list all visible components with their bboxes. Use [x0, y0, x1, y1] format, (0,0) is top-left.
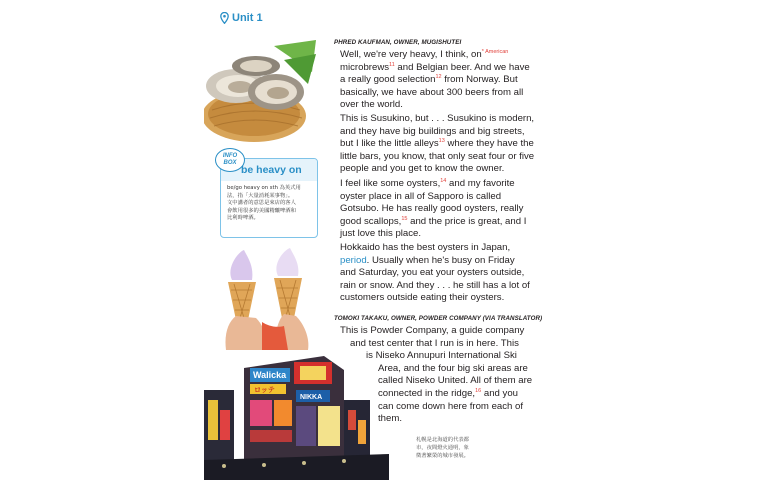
unit-title: Unit 1 [232, 12, 263, 24]
info-body-line: 法，指「大量消耗某事物」。 [227, 192, 294, 199]
neon-sign-text: ロッテ [254, 386, 275, 394]
caption-line: 市，夜間燈火通明，象 [416, 445, 469, 451]
speaker-name: TOMOKI TAKAKU, OWNER, POWDER COMPANY (VIA TRANSLATOR) [334, 315, 543, 322]
vocab-highlight: period [340, 254, 367, 266]
photo-caption [416, 436, 492, 460]
speaker-name: PHRED KAUFMAN, OWNER, MUGISHUTEI [334, 39, 462, 46]
info-body-line: 文中講者的意思是來店的客人 [227, 200, 296, 207]
neon-sign-text: Walicka [253, 370, 287, 380]
info-body-line: 會飲用很多的美國精釀啤酒和 [227, 207, 296, 214]
transcript-paragraph: Hokkaido has the best oysters in Japan, period. Usually when he's busy on Friday and Saturday, you eat your oysters outside, rain or snow. And they . . . he still has a lot of customers outside eating their oysters. [340, 242, 530, 304]
info-badge-line: BOX [223, 159, 237, 166]
ice-cream-photo [204, 248, 316, 350]
unit-label [220, 12, 263, 24]
info-body-line: 比利時啤酒。 [227, 215, 259, 222]
transcript-paragraph: This is Powder Company, a guide company and test center that I run is in here. This is Niseko Annupuri International Ski Area, and the four big ski areas are called Niseko United. All of them are connected in the ridge,$^{16}$ and you can come down here from each of them. [340, 325, 533, 425]
info-badge-line: INFO [222, 153, 238, 159]
info-box-title: be heavy on [241, 164, 302, 176]
transcript-paragraph: Well, we're very heavy, I think, $on^{* American}$ microbrews$^{11}$ and Belgian beer. And we have a really good selection$^{12}$ from Norway. But basically, we have about 300 beers from all over the world. [340, 49, 530, 111]
caption-line: 徵著繁榮的城市發展。 [416, 453, 469, 459]
book-page [204, 0, 566, 480]
info-box-badge [215, 148, 245, 172]
oysters-photo [204, 38, 316, 146]
transcript-paragraph: I feel like some oysters,$^{14}$ and my favorite oyster place in all of Sapporo is called Gotsubo. He has really good oysters, really good scallops,$^{15}$ and the price is great, and I just love this place. [340, 178, 527, 240]
caption-line: 札幌是北海道的代表都 [416, 437, 469, 443]
info-body-line: be/go heavy on sth 為英式用 [227, 185, 301, 191]
transcript-paragraph: This is Susukino, but . . . Susukino is modern, and they have big buildings and big streets, but I like the little alleys$^{13}$ where they have the little bars, you know, that only seat four or five people and you get to know the owner. [340, 113, 535, 175]
location-pin-icon [220, 12, 229, 24]
neon-sign-text: NIKKA [300, 394, 323, 401]
info-box-body [227, 185, 313, 223]
